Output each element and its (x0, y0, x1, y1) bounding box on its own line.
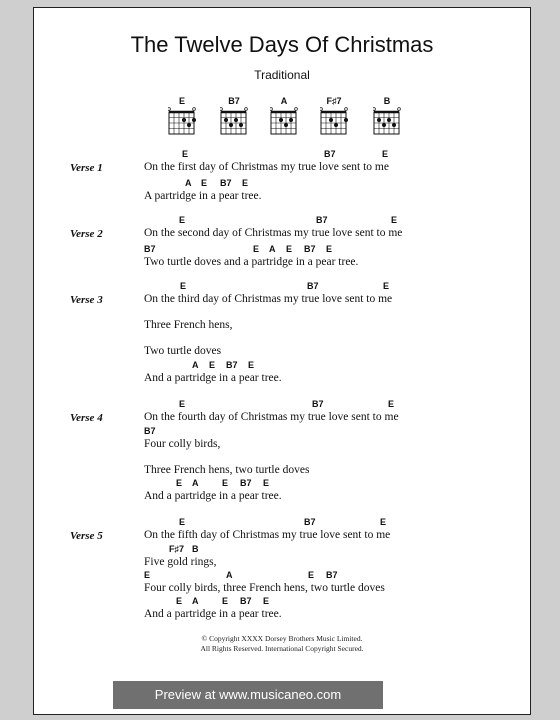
chord-symbol: E (382, 149, 389, 159)
lyric-line: Three French hens, (144, 319, 233, 331)
chord-symbol: A (192, 360, 199, 370)
chord-symbol: E (308, 570, 315, 580)
song-subtitle: Traditional (254, 68, 310, 82)
chord-symbol: B7 (220, 178, 232, 188)
chord-symbol: E (383, 281, 390, 291)
lyric-line: And a partridge in a pear tree. (144, 608, 282, 620)
verse-label: Verse 3 (70, 294, 103, 306)
chord-symbol: E (201, 178, 208, 188)
chord-symbol: B7 (307, 281, 319, 291)
chord-symbol: B7 (324, 149, 336, 159)
lyric-line: Two turtle doves and a partridge in a pear tree. (144, 256, 359, 268)
lyric-line: Five gold rings, (144, 556, 217, 568)
chord-symbol: F♯7 (169, 544, 185, 554)
chord-diagram (317, 96, 351, 140)
chord-symbol: E (388, 399, 395, 409)
copyright-line: © Copyright XXXX Dorsey Brothers Music Limited. (201, 634, 363, 643)
sheet-page (33, 7, 531, 715)
chord-diagram-name: E (178, 96, 185, 106)
preview-banner[interactable]: Preview at www.musicaneo.com (113, 681, 383, 709)
lyric-line: A partridge in a pear tree. (144, 190, 262, 202)
lyric-line: And a partridge in a pear tree. (144, 490, 282, 502)
chord-symbol: E (263, 596, 270, 606)
chord-symbol: E (391, 215, 398, 225)
copyright-line: All Rights Reserved. International Copyright Secured. (200, 644, 364, 653)
chord-diagram-name: B7 (228, 96, 240, 106)
chord-symbol: E (248, 360, 255, 370)
verse-label: Verse 1 (70, 162, 103, 174)
chord-symbol: B (192, 544, 199, 554)
chord-symbol: E (286, 244, 293, 254)
chord-symbol: E (176, 596, 183, 606)
chord-symbol: A (226, 570, 233, 580)
chord-symbol: E (179, 517, 186, 527)
chord-symbol: B7 (312, 399, 324, 409)
chord-symbol: E (179, 215, 186, 225)
lyric-line: And a partridge in a pear tree. (144, 372, 282, 384)
chord-diagram-row (162, 96, 402, 140)
song-title: The Twelve Days Of Christmas (130, 32, 434, 57)
verse-label: Verse 2 (70, 228, 103, 240)
chord-symbol: B7 (226, 360, 238, 370)
chord-symbol: E (179, 399, 186, 409)
lyric-line: On the fifth day of Christmas my true love sent to me (144, 529, 391, 541)
chord-diagram-name: F♯7 (326, 96, 342, 106)
chord-symbol: B7 (326, 570, 338, 580)
copyright-notice (34, 634, 530, 654)
chord-symbol: E (182, 149, 189, 159)
chord-symbol: E (242, 178, 249, 188)
chord-symbol: A (269, 244, 276, 254)
chord-symbol: B7 (144, 244, 156, 254)
chord-diagram (370, 96, 404, 140)
chord-diagram-name: A (280, 96, 288, 106)
chord-symbol: E (180, 281, 187, 291)
chord-symbol: B7 (304, 517, 316, 527)
chord-symbol: A (192, 478, 199, 488)
chord-symbol: E (222, 478, 229, 488)
verse-label: Verse 4 (70, 412, 103, 424)
chord-diagram (267, 96, 301, 140)
chord-symbol: A (192, 596, 199, 606)
chord-symbol: B7 (316, 215, 328, 225)
chord-symbol: E (176, 478, 183, 488)
chord-symbol: E (380, 517, 387, 527)
lyric-line: On the first day of Christmas my true love sent to me (144, 161, 389, 173)
chord-symbol: B7 (240, 478, 252, 488)
chord-diagram (165, 96, 199, 140)
chord-symbol: E (263, 478, 270, 488)
chord-symbol: B7 (144, 426, 156, 436)
verse-label: Verse 5 (70, 530, 103, 542)
lyric-line: Four colly birds, (144, 438, 221, 450)
chord-diagram (217, 96, 251, 140)
chord-symbol: B7 (240, 596, 252, 606)
lyric-line: On the third day of Christmas my true love sent to me (144, 293, 393, 305)
chord-symbol: E (144, 570, 151, 580)
chord-symbol: E (253, 244, 260, 254)
chord-symbol: E (326, 244, 333, 254)
lyric-line: On the second day of Christmas my true love sent to me (144, 227, 403, 239)
chord-diagram-name: B (383, 96, 391, 106)
lyric-line: Three French hens, two turtle doves (144, 464, 310, 476)
chord-symbol: B7 (304, 244, 316, 254)
lyric-line: Four colly birds, three French hens, two turtle doves (144, 582, 385, 594)
chord-symbol: E (222, 596, 229, 606)
chord-symbol: E (209, 360, 216, 370)
lyric-line: Two turtle doves (144, 345, 222, 357)
chord-symbol: A (185, 178, 192, 188)
lyric-line: On the fourth day of Christmas my true love sent to me (144, 411, 399, 423)
